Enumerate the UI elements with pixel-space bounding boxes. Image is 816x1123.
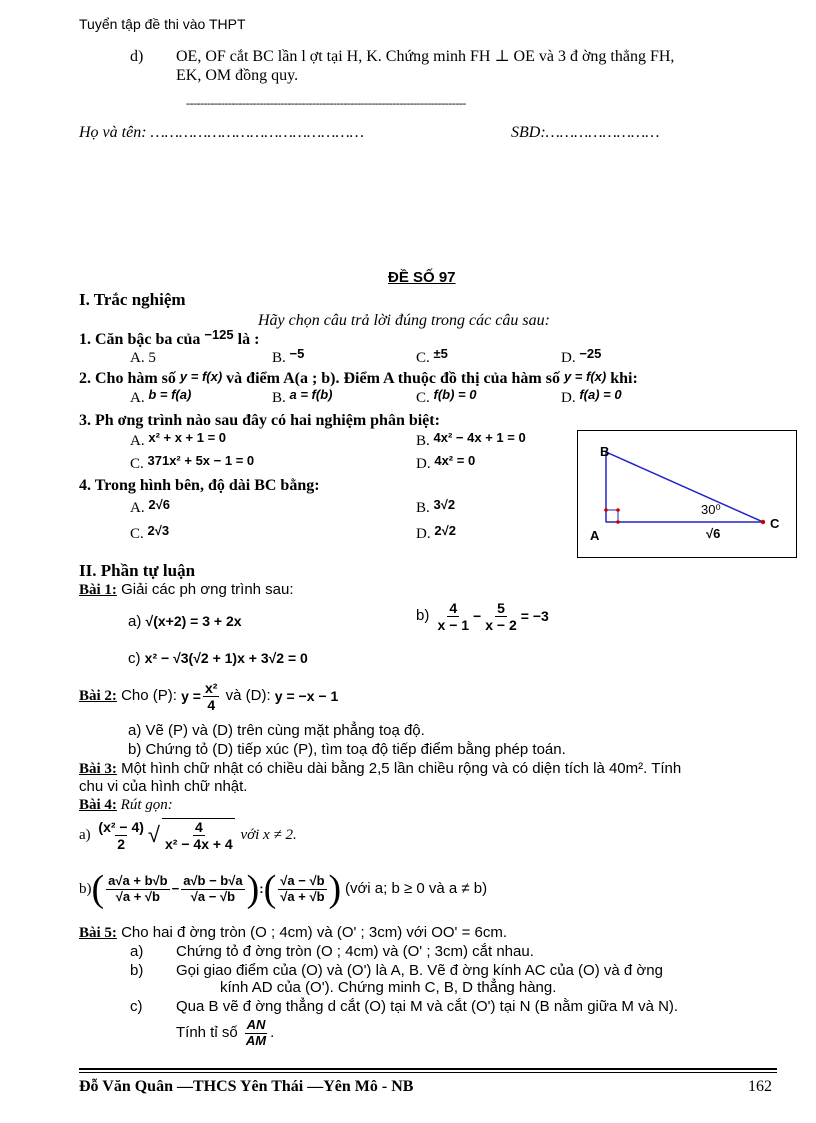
label-b: B — [600, 444, 610, 459]
bai1-b: b) $\frac{4}{x - 1}$ − $\frac{5}{x - 2}$ = −3 — [416, 600, 549, 634]
label-a: A — [590, 528, 600, 543]
q3-option-a: A. x² + x + 1 = 0 — [130, 430, 227, 449]
bai4-a: a) $\frac{\text{(x² − 4)}}{2}$ √ $\frac{4}{\text{x² − 4x + 4}}$ với x ≠ 2. — [79, 818, 297, 853]
q3-option-d: D. 4x² = 0 — [416, 453, 476, 472]
q2-option-a: A. b = f(a) — [130, 387, 192, 406]
q3-option-b: B. 4x² − 4x + 1 = 0 — [416, 430, 526, 449]
bai5-c-label: c) — [130, 998, 143, 1015]
running-header: Tuyển tập đề thi vào THPT — [79, 16, 246, 32]
side-bc — [606, 452, 763, 522]
bai5-c-line2: Tính tỉ số $\frac{AN}{AM}$ . — [176, 1017, 275, 1048]
bai1-a: a) √(x+2) = 3 + 2x — [128, 613, 242, 630]
part1-instruction: Hãy chọn câu trả lời đúng trong các câu sau: — [258, 312, 550, 329]
prev-d-line2: EK, OM đồng quy. — [176, 67, 299, 84]
sbd-field-label: SBD:…………………… — [511, 124, 660, 141]
bai5-intro: Bài 5: Cho hai đ ờng tròn (O ; 4cm) và (O' ; 3cm) với OO' = 6cm. — [79, 924, 508, 941]
right-angle-mark — [606, 510, 618, 522]
q1-option-a: A. 5 — [130, 350, 156, 366]
bai1-intro: Bài 1: Giải các ph ơng trình sau: — [79, 581, 294, 598]
bai3-line2: chu vi của hình chữ nhật. — [79, 778, 248, 795]
point-c-dot — [761, 520, 765, 524]
angle-label: 30⁰ — [701, 502, 721, 517]
part2-heading: II. Phần tự luận — [79, 561, 196, 580]
footer-author: Đỗ Văn Quân —THCS Yên Thái —Yên Mô - NB — [79, 1078, 414, 1095]
q3-text: 3. Ph ơng trình nào sau đây có hai nghiệm phân biệt: — [79, 412, 440, 429]
q1-option-c: C. ±5 — [416, 346, 448, 366]
footer-rule-thin — [79, 1072, 777, 1073]
label-c: C — [770, 516, 780, 531]
q4-option-b: B. 3√2 — [416, 497, 456, 516]
prev-d-line1: OE, OF cắt BC lần l ợt tại H, K. Chứng minh FH ⊥ OE và 3 đ ờng thẳng FH, — [176, 48, 675, 65]
part1-heading: I. Trắc nghiệm — [79, 290, 186, 309]
q2-option-d: D. f(a) = 0 — [561, 387, 622, 406]
bai4-b: b) ( $\frac{a√a + b√b}{√a + √b}$ − $\frac{a√b - b√a}{√a - √b}$ ) : ( $\frac{√a - √b}{√a + √b}$ ) (với a; b ≥ 0 và a ≠ b) — [79, 868, 488, 910]
bai2-a: a) Vẽ (P) và (D) trên cùng mặt phẳng toạ độ. — [128, 722, 425, 739]
page-title: ĐỀ SỐ 97 — [388, 269, 456, 286]
separator-dashes: -------------------------------------------------------------------------------- — [186, 96, 466, 110]
q2-option-b: B. a = f(b) — [272, 387, 333, 406]
bai2-intro: Bài 2: Cho (P): y = $\frac{\text{x²}}{4}$ và (D): y = −x − 1 — [79, 680, 339, 714]
bai5-a-label: a) — [130, 943, 144, 960]
page-number: 162 — [748, 1078, 772, 1095]
q4-option-a: A. 2√6 — [130, 497, 170, 516]
q4-option-d: D. 2√2 — [416, 523, 456, 542]
q3-option-c: C. 371x² + 5x − 1 = 0 — [130, 453, 255, 472]
bai5-b-line1: Gọi giao điểm của (O) và (O') là A, B. Vẽ đ ờng kính AC của (O) và đ ờng — [176, 962, 663, 979]
bai5-b-line2: kính AD của (O'). Chứng minh C, B, D thẳng hàng. — [220, 979, 557, 996]
triangle-figure — [577, 430, 797, 558]
q1-option-b: B. −5 — [272, 346, 305, 366]
footer-rule-thick — [79, 1068, 777, 1070]
bai2-b: b) Chứng tỏ (D) tiếp xúc (P), tìm toạ độ tiếp điểm bằng phép toán. — [128, 741, 566, 758]
q1-text: 1. Căn bậc ba của $^{-125}$ là : — [79, 327, 260, 348]
bai1-c: c) x² − √3(√2 + 1)x + 3√2 = 0 — [128, 650, 308, 667]
bai5-c-line1: Qua B vẽ đ ờng thẳng d cắt (O) tại M và cắt (O') tại N (B nằm giữa M và N). — [176, 998, 679, 1015]
name-field-label: Họ và tên: ……………………………………… — [79, 124, 364, 141]
bai3-line1: Bài 3: Một hình chữ nhật có chiều dài bằng 2,5 lần chiều rộng và có diện tích là 40m². Tính — [79, 760, 682, 777]
bai5-a: Chứng tỏ đ ờng tròn (O ; 4cm) và (O' ; 3cm) cắt nhau. — [176, 943, 534, 960]
bai5-b-label: b) — [130, 962, 144, 979]
q4-option-c: C. 2√3 — [130, 523, 170, 542]
side-label: √6 — [706, 526, 721, 541]
q2-option-c: C. f(b) = 0 — [416, 387, 477, 406]
q1-option-d: D. −25 — [561, 346, 602, 366]
bai4-intro: Bài 4: Rút gọn: — [79, 797, 173, 813]
q4-text: 4. Trong hình bên, độ dài BC bằng: — [79, 477, 320, 494]
q2-text: 2. Cho hàm số y = f(x) và điểm A(a ; b). Điểm A thuộc đồ thị của hàm số y = f(x) khi: — [79, 369, 638, 387]
prev-d-label: d) — [130, 48, 144, 65]
